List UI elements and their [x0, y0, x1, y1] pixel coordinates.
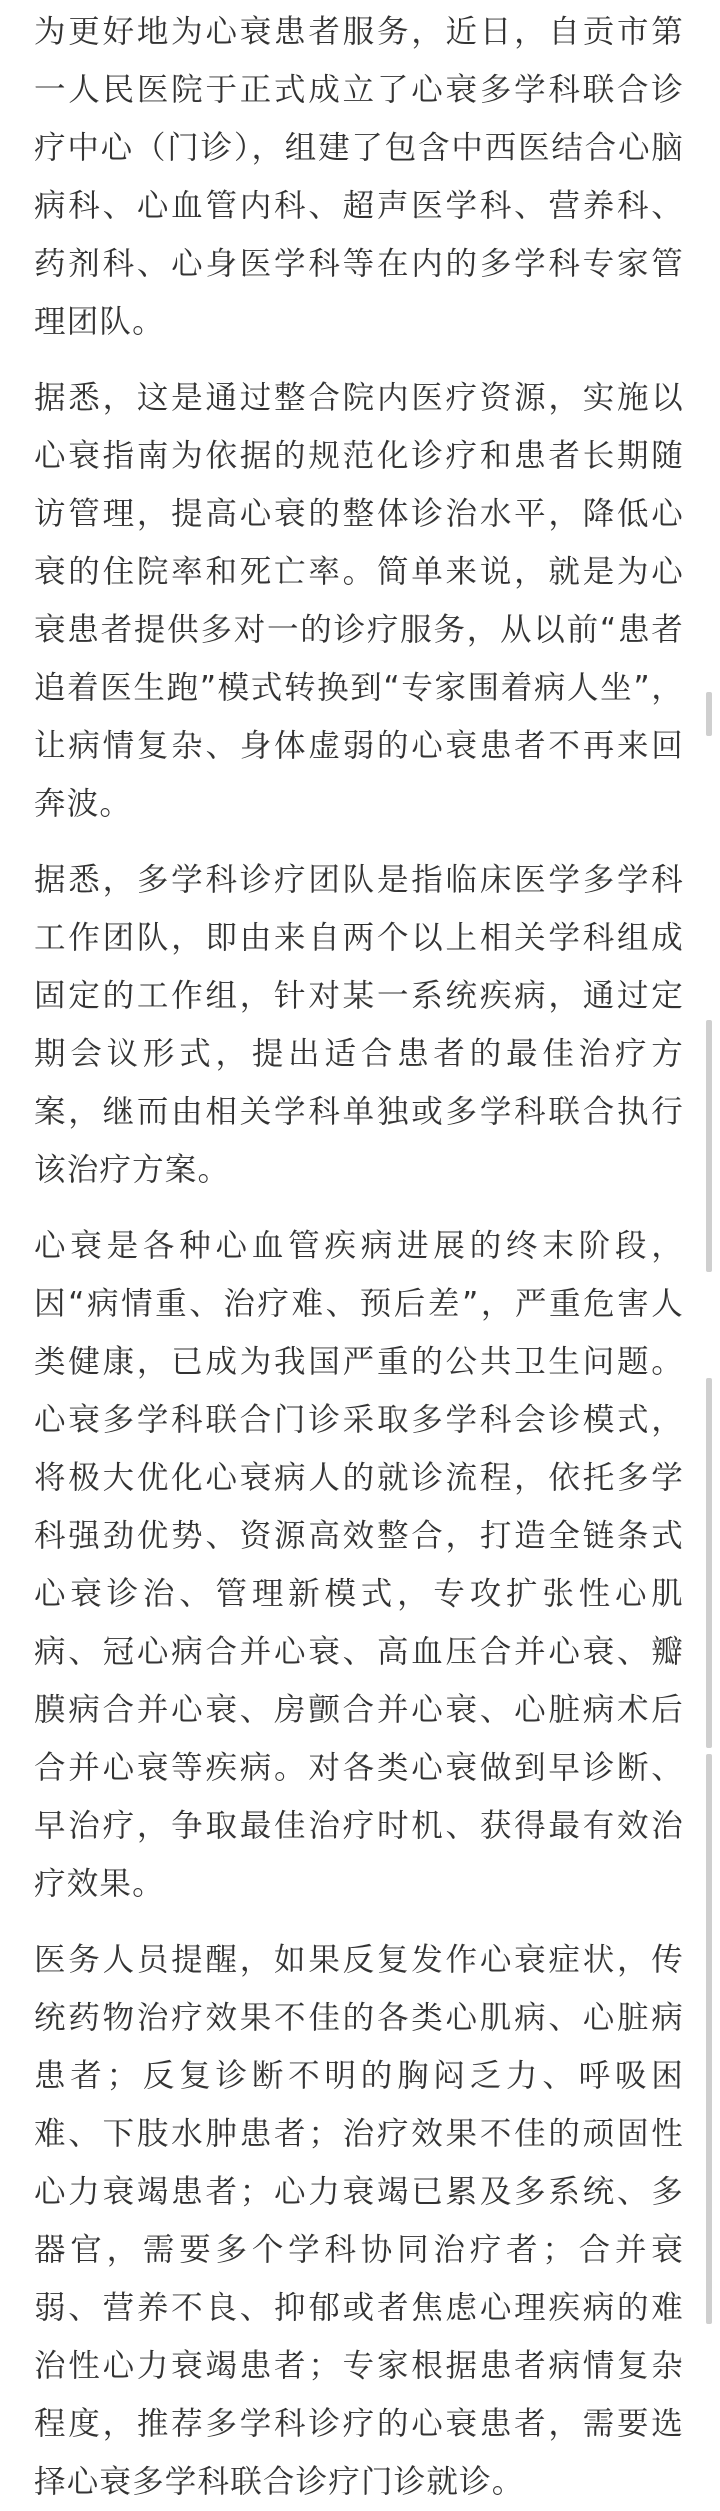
scroll-indicator-3: [706, 1378, 712, 1748]
paragraph-purpose: 据悉，这是通过整合院内医疗资源，实施以心衰指南为依据的规范化诊疗和患者长期随访管理，提高心衰的整体诊治水平，降低心衰的住院率和死亡率。简单来说，就是为心衰患者提供多对一的诊疗服务，从以前“患者追着医生跑”模式转换到“专家围着病人坐”，让病情复杂、身体虚弱的心衰患者不再来回奔波。: [34, 380, 684, 822]
paragraph-mdt-definition: 据悉，多学科诊疗团队是指临床医学多学科工作团队，即由来自两个以上相关学科组成固定的工作组，针对某一系统疾病，通过定期会议形式，提出适合患者的最佳治疗方案，继而由相关学科单独或多学科联合执行该治疗方案。: [34, 862, 684, 1188]
scroll-indicator-1: [706, 692, 712, 736]
paragraph-intro: 为更好地为心衰患者服务，近日，自贡市第一人民医院于正式成立了心衰多学科联合诊疗中心（门诊），组建了包含中西医结合心脑病科、心血管内科、超声医学科、营养科、药剂科、心身医学科等在内的多学科专家管理团队。: [34, 14, 684, 340]
scroll-indicator-4: [706, 1754, 712, 2324]
paragraph-reminder: 医务人员提醒，如果反复发作心衰症状，传统药物治疗效果不佳的各类心肌病、心脏病患者；反复诊断不明的胸闷乏力、呼吸困难、下肢水肿患者；治疗效果不佳的顽固性心力衰竭患者；心力衰竭已累及多系统、多器官，需要多个学科协同治疗者；合并衰弱、营养不良、抑郁或者焦虑心理疾病的难治性心力衰竭患者；专家根据患者病情复杂程度，推荐多学科诊疗的心衰患者，需要选择心衰多学科联合诊疗门诊就诊。: [34, 1942, 684, 2500]
scroll-indicator-2: [706, 1020, 712, 1272]
paragraph-heart-failure-overview: 心衰是各种心血管疾病进展的终末阶段，因“病情重、治疗难、预后差”，严重危害人类健康，已成为我国严重的公共卫生问题。心衰多学科联合门诊采取多学科会诊模式，将极大优化心衰病人的就诊流程，依托多学科强劲优势、资源高效整合，打造全链条式心衰诊治、管理新模式，专攻扩张性心肌病、冠心病合并心衰、高血压合并心衰、瓣膜病合并心衰、房颤合并心衰、心脏病术后合并心衰等疾病。对各类心衰做到早诊断、早治疗，争取最佳治疗时机、获得最有效治疗效果。: [34, 1228, 684, 1902]
